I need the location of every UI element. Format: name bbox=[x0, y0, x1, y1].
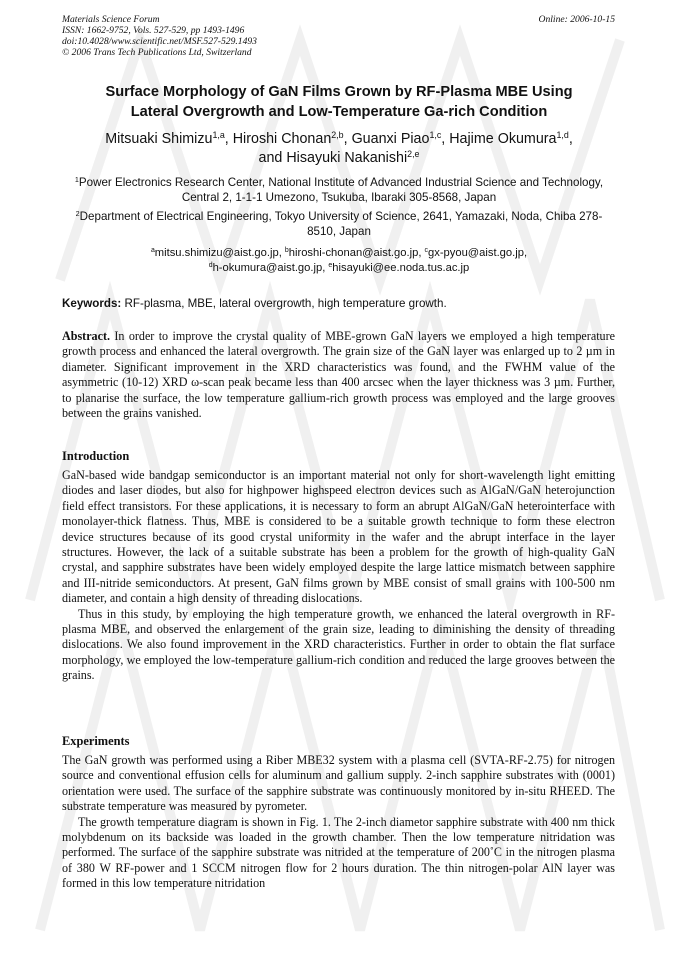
paragraph: The GaN growth was performed using a Riber MBE32 system with a plasma cell (SVTA-RF-2.75) for nitrogen source and conventional effusion cells for aluminum and gallium supply. 2-inch sapphire substrates with (0001) orientation were used. The surface of the sapphire substrate was continuously monitored by in-situ RHEED. The substrate temperature was measured by pyrometer. bbox=[62, 753, 615, 814]
author-list bbox=[62, 130, 616, 168]
email-mark: d bbox=[208, 261, 213, 269]
experiments-heading: Experiments bbox=[62, 734, 130, 748]
email-link[interactable]: mitsu.shimizu@aist.go.jp bbox=[154, 247, 279, 259]
email-separator: , bbox=[523, 247, 528, 259]
abstract bbox=[62, 329, 615, 421]
author-separator: , bbox=[343, 131, 352, 147]
author-affiliation-mark: 2,b bbox=[331, 130, 344, 141]
email-link[interactable]: h-okumura@aist.go.jp bbox=[212, 261, 323, 274]
email-mark: c bbox=[424, 247, 428, 255]
keywords bbox=[62, 297, 616, 311]
introduction-heading: Introduction bbox=[62, 449, 130, 463]
email-mark: a bbox=[150, 247, 155, 255]
affiliation-1 bbox=[72, 176, 606, 205]
affiliation-text: Department of Electrical Engineering, Tokyo University of Science, 2641, Yamazaki, Noda, Chiba 278-8510, Japan bbox=[79, 210, 603, 238]
email-mark: e bbox=[328, 261, 333, 269]
title-line-2: Lateral Overgrowth and Low-Temperature Ga-rich Condition bbox=[130, 104, 548, 120]
email-separator: , bbox=[278, 247, 285, 259]
paragraph: GaN-based wide bandgap semiconductor is an important material not only for short-wavelength light emitting diodes and laser diodes, but also for highpower highspeed electron devices such as AlGaN/GaN heterojunction field effect transistors. For these applications, it is necessary to form an abrupt AlGaN/GaN heterointerface with monolayer-thick flatness. Thus, MBE is considered to be a suitable growth technique to form these electron device structures because of its good crystal uniformity in the wafer and the abrupt interface in the layer structures. However, the lack of a suitable substrate has been a problem for the growth of high-quality GaN crystal, and sapphire substrates have been widely employed despite the large lattice mismatch between sapphire and III-nitride semiconductors. At present, GaN films grown by MBE consist of small grains with 100-500 nm diameter, and contain a high density of threading dislocations. bbox=[62, 468, 615, 606]
title-line-1: Surface Morphology of GaN Films Grown by RF-Plasma MBE Using bbox=[105, 84, 573, 100]
copyright-line: © 2006 Trans Tech Publications Ltd, Switzerland bbox=[62, 47, 252, 58]
introduction-body bbox=[62, 468, 615, 684]
paper-title bbox=[62, 82, 616, 122]
author-conjunction: and bbox=[258, 150, 287, 166]
author-name: Hajime Okumura bbox=[449, 131, 557, 147]
experiments-body bbox=[62, 753, 615, 892]
email-link[interactable]: hiroshi-chonan@aist.go.jp bbox=[288, 247, 419, 259]
author-affiliation-mark: 1,a bbox=[212, 130, 225, 141]
email-list bbox=[62, 246, 616, 275]
email-link[interactable]: hisayuki@ee.noda.tus.ac.jp bbox=[332, 261, 470, 274]
email-mark: b bbox=[284, 247, 289, 255]
abstract-label: Abstract. bbox=[62, 329, 111, 343]
email-link[interactable]: gx-pyou@aist.go.jp bbox=[428, 247, 524, 259]
author-name: Hisayuki Nakanishi bbox=[286, 150, 408, 166]
author-name: Mitsuaki Shimizu bbox=[105, 131, 213, 147]
author-separator: , bbox=[224, 131, 233, 147]
email-separator: , bbox=[418, 247, 425, 259]
email-separator: , bbox=[322, 261, 329, 274]
doi-line: doi:10.4028/www.scientific.net/MSF.527-529.1493 bbox=[62, 36, 257, 47]
online-date: Online: 2006-10-15 bbox=[538, 14, 615, 25]
author-separator: , bbox=[568, 131, 573, 147]
affiliation-mark: 1 bbox=[74, 175, 79, 185]
paragraph: Thus in this study, by employing the high temperature growth, we enhanced the lateral overgrowth in RF-plasma MBE, and observed the enlargement of the grain size, leading to diminishing the density of threading dislocations. We also found improvement in the XRD characteristics. Further in order to obtain the flat surface morphology, we employed the low-temperature gallium-rich condition and reduced the large grooves between the grains. bbox=[62, 606, 615, 683]
abstract-text: In order to improve the crystal quality of MBE-grown GaN layers we employed a high temperature growth process and enhanced the lateral overgrowth. The grain size of the GaN layer was enlarged up to 2 µm in diameter. Significant improvement in the XRD characteristics was found, and the FWHM value of the asymmetric (10-12) XRD ω-scan peak became less than 400 arcsec when the layer thickness was 3 µm. Further, to planarise the surface, the low temperature gallium-rich growth process was employed and the large grooves between the grains vanished. bbox=[62, 329, 615, 421]
author-affiliation-mark: 2,e bbox=[407, 149, 420, 160]
journal-header bbox=[62, 14, 257, 58]
author-affiliation-mark: 1,d bbox=[556, 130, 569, 141]
journal-name: Materials Science Forum bbox=[62, 14, 160, 25]
keywords-text: RF-plasma, MBE, lateral overgrowth, high temperature growth. bbox=[121, 297, 447, 310]
author-affiliation-mark: 1,c bbox=[429, 130, 442, 141]
affiliation-2 bbox=[72, 210, 606, 239]
affiliation-text: Power Electronics Research Center, National Institute of Advanced Industrial Science and Technology, Central 2, 1-1-1 Umezono, Tsukuba, Ibaraki 305-8568, Japan bbox=[78, 176, 604, 204]
paragraph: The growth temperature diagram is shown in Fig. 1. The 2-inch diametor sapphire substrate with 400 nm thick molybdenum on its backside was loaded in the growth chamber. Then the low temperature nitridation was performed. The surface of the sapphire substrate was nitrided at the temperature of 200˚C in the nitrogen plasma of 380 W RF-power and 1 SCCM nitrogen flow for 2 hours duration. The thin nitrogen-polar AlN layer was formed in this low temperature nitridation bbox=[62, 814, 615, 891]
issn-line: ISSN: 1662-9752, Vols. 527-529, pp 1493-1496 bbox=[62, 25, 245, 36]
author-separator: , bbox=[441, 131, 450, 147]
author-name: Guanxi Piao bbox=[351, 131, 430, 147]
affiliation-mark: 2 bbox=[75, 209, 80, 219]
keywords-label: Keywords: bbox=[62, 297, 122, 310]
author-name: Hiroshi Chonan bbox=[232, 131, 332, 147]
